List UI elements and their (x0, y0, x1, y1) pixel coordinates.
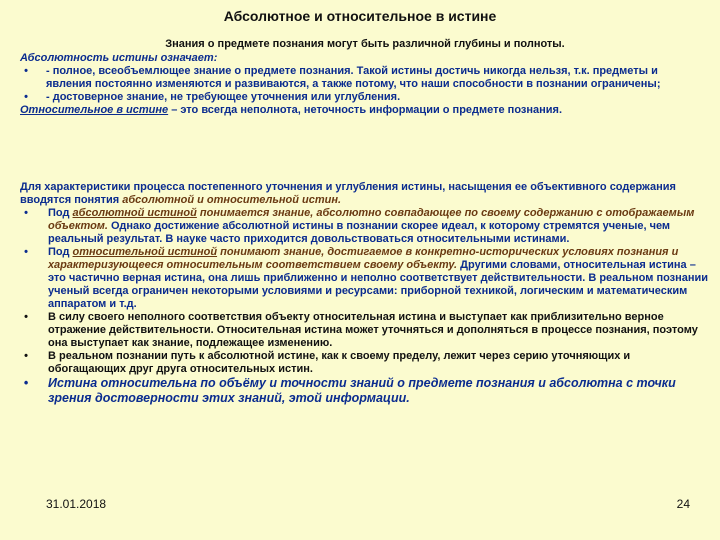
bullet-icon: • (24, 65, 28, 77)
absolute-bullet-2-text: - достоверное знание, не требующее уточнения или углубления. (46, 91, 401, 103)
relative-definition (20, 104, 700, 117)
item3-text: В силу своего неполного соответствия объекту относительная истина и выступает как приблизительно верное отражение действительности. Относительная истина может уточняться и дополняться в процессе познания, поэтому она выступает как знание, подлежащее изменению. (48, 311, 698, 349)
concepts-intro-text: Для характеристики процесса постепенного уточнения и углубления истины, насыщения ее объективного содержания вводятся понятия (20, 181, 676, 206)
absolute-bullet-1 (20, 65, 700, 91)
concepts-block (20, 181, 710, 406)
item2-term: относительной истиной (72, 246, 218, 258)
item4-text: В реальном познании путь к абсолютной истине, как к своему пределу, лежит через серию уточняющих и обогащающих друг друга относительных истин. (48, 350, 631, 375)
absolute-truth-block (20, 52, 700, 117)
concept-item-absolute (20, 207, 710, 246)
item1-def: понимается знание, абсолютно совпадающее по своему содержанию с отображаемым объектом. (48, 207, 695, 232)
slide-title: Абсолютное и относительное в истине (223, 8, 497, 24)
bullet-icon: • (24, 91, 28, 103)
item5-text: Истина относительна по объёму и точности знаний о предмете познания и абсолютна с точки зрения достоверности этих знаний, этой информации. (48, 376, 676, 405)
item2-def: понимают знание, достигаемое в конкретно-исторических условиях познания и характеризующееся относительным соответствием своему объекту. (48, 246, 679, 271)
concept-item-path (20, 350, 710, 376)
bullet-icon: • (24, 350, 28, 362)
bullet-icon: • (24, 311, 28, 323)
bullet-icon: • (24, 246, 28, 258)
absolute-bullet-2 (20, 91, 700, 104)
item2-pre: Под (48, 246, 73, 258)
absolute-heading: Абсолютность истины означает: (20, 52, 218, 64)
page-number: 24 (676, 497, 690, 511)
concept-item-conclusion (20, 376, 710, 406)
concepts-intro-term: абсолютной и относительной истин. (122, 194, 342, 206)
relative-definition-text: – это всегда неполнота, неточность информации о предмете познания. (168, 104, 563, 116)
concept-item-approximation (20, 311, 710, 350)
item1-term: абсолютной истиной (72, 207, 197, 219)
concepts-intro (20, 181, 710, 207)
relative-term: Относительное в истине (20, 104, 169, 116)
concept-item-relative (20, 246, 710, 311)
item2-rest: Другими словами, относительная истина – это частично верная истина, она лишь приближенно и неполно соответствует действительности. В реальном познании ученый всегда ограничен некоторыми условиями и ресурсами: приборной техникой, логическим и математическим аппаратом и т.д. (48, 259, 709, 310)
absolute-bullet-1-text: - полное, всеобъемлющее знание о предмете познания. Такой истины достичь никогда нельзя, т.к. предметы и явления постоянно изменяются и развиваются, а также потому, что наши способности в познании ограничены; (46, 65, 661, 90)
item1-pre: Под (48, 207, 73, 219)
bullet-icon: • (24, 207, 28, 219)
footer-date: 31.01.2018 (46, 497, 107, 511)
item1-rest: Однако достижение абсолютной истины в познании скорее идеал, к которому стремятся ученые, чем реальный результат. В науке часто приходится довольствоваться относительными истинами. (48, 220, 671, 245)
bullet-icon: • (23, 376, 29, 390)
lead-sentence: Знания о предмете познания могут быть различной глубины и полноты. (165, 38, 565, 50)
